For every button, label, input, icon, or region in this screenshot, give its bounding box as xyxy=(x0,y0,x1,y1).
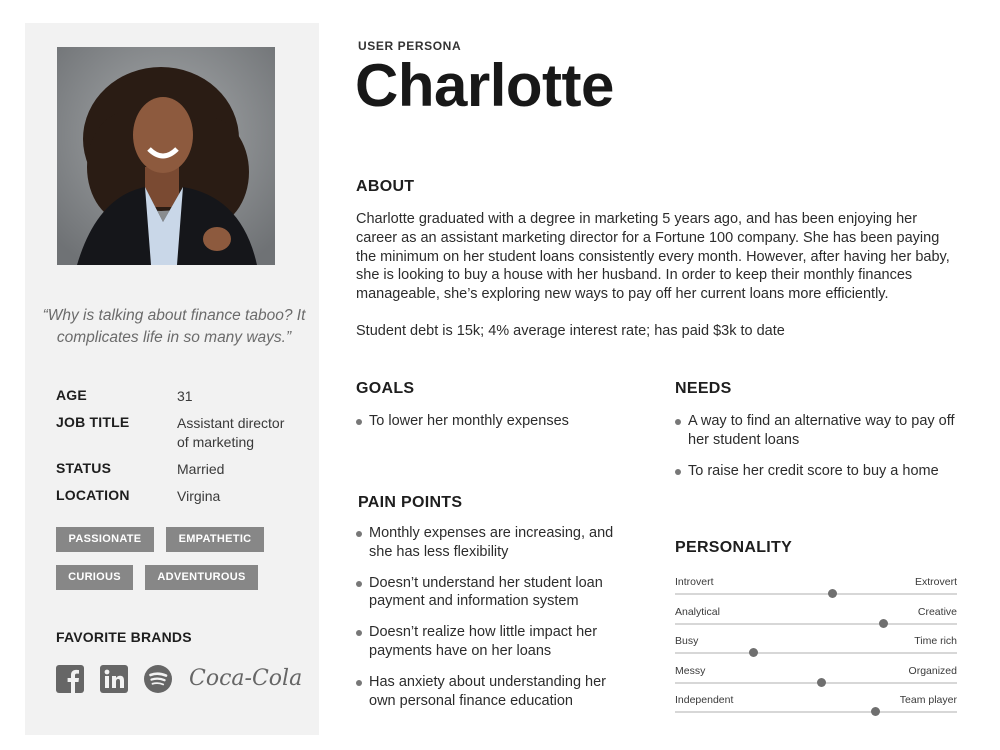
trait-right-label: Extrovert xyxy=(914,576,957,588)
trait-scale xyxy=(675,665,957,695)
fact-value: 31 xyxy=(177,388,193,404)
brands-title: FAVORITE BRANDS xyxy=(56,629,192,645)
trait-left-label: Independent xyxy=(675,694,734,706)
trait-scale xyxy=(675,694,957,724)
need-text: A way to find an alternative way to pay off her student loans xyxy=(688,413,955,448)
spotify-icon xyxy=(144,665,172,698)
trait-left-label: Analytical xyxy=(675,605,720,618)
profile-sidebar xyxy=(25,23,319,735)
tag-curious: CURIOUS xyxy=(56,565,133,590)
trait-track xyxy=(675,711,957,713)
facebook-icon xyxy=(56,665,84,698)
coca-cola-logo xyxy=(187,661,303,700)
personality-title: PERSONALITY xyxy=(675,539,793,556)
pain-point-text: Doesn’t realize how little impact her payments have on her loans xyxy=(369,624,598,659)
bullet-icon xyxy=(356,531,362,537)
trait-marker xyxy=(879,619,888,628)
pain-point-text: Has anxiety about understanding her own personal finance education xyxy=(369,673,606,709)
fact-status xyxy=(56,460,306,479)
trait-right-label: Team player xyxy=(899,694,957,706)
persona-name: Charlotte xyxy=(355,52,614,119)
list-item xyxy=(356,623,636,661)
trait-left-label: Introvert xyxy=(675,576,714,588)
pain-points-list xyxy=(356,524,636,710)
pain-points-title: PAIN POINTS xyxy=(358,494,463,511)
fact-label: STATUS xyxy=(56,460,112,476)
about-debt: Student debt is 15k; 4% average interest rate; has paid $3k to date xyxy=(356,323,785,339)
bullet-icon xyxy=(675,419,681,425)
list-item xyxy=(356,673,636,711)
facts-list xyxy=(56,387,306,514)
pain-point-text: Monthly expenses are increasing, and she has less flexibility xyxy=(369,525,614,560)
trait-marker xyxy=(828,589,837,598)
bullet-icon xyxy=(356,630,362,636)
trait-marker xyxy=(871,707,880,716)
list-item xyxy=(356,574,636,612)
fact-label: JOB TITLE xyxy=(56,414,130,430)
pain-point-text: Doesn’t understand her student loan payment and information system xyxy=(369,574,603,610)
fact-age xyxy=(56,387,306,406)
goals-list xyxy=(356,412,646,431)
trait-track xyxy=(675,682,957,684)
personality-scales xyxy=(675,576,957,724)
trait-left-label: Busy xyxy=(675,635,699,647)
persona-quote: “Why is talking about finance taboo? It complicates life in so many ways.” xyxy=(42,307,306,346)
persona-eyebrow: USER PERSONA xyxy=(358,39,462,53)
fact-location xyxy=(56,487,306,506)
goals-title: GOALS xyxy=(356,380,415,397)
need-text: To raise her credit score to buy a home xyxy=(688,462,939,479)
fact-value: Married xyxy=(177,461,225,477)
trait-track xyxy=(675,652,957,654)
fact-value: Virgina xyxy=(177,488,221,504)
about-title: ABOUT xyxy=(356,178,415,195)
list-item xyxy=(356,412,646,431)
trait-track xyxy=(675,623,957,625)
fact-label: LOCATION xyxy=(56,487,130,503)
list-item xyxy=(675,462,965,481)
bullet-icon xyxy=(675,469,681,475)
fact-label: AGE xyxy=(56,387,87,403)
trait-scale xyxy=(675,576,957,606)
linkedin-icon xyxy=(100,665,128,698)
needs-list xyxy=(675,412,965,480)
trait-right-label: Time rich xyxy=(914,635,957,647)
bullet-icon xyxy=(356,680,362,686)
trait-right-label: Organized xyxy=(908,664,957,677)
trait-scale xyxy=(675,635,957,665)
trait-marker xyxy=(817,678,826,687)
trait-left-label: Messy xyxy=(675,664,706,677)
tag-empathetic: EMPATHETIC xyxy=(166,527,264,552)
goal-text: To lower her monthly expenses xyxy=(369,413,569,429)
trait-right-label: Creative xyxy=(917,605,957,618)
trait-marker xyxy=(749,648,758,657)
about-paragraph: Charlotte graduated with a degree in marketing 5 years ago, and has been enjoying her career as an assistant marketing director for a Fortune 100 company. She has been paying the minimum on her student loans consistently every month. However, after having her baby, she is looking to buy a house with her husband. In order to keep their monthly finances manageable, she’s exploring new ways to pay off her current loans more efficiently. xyxy=(356,211,950,303)
bullet-icon xyxy=(356,419,362,425)
trait-scale xyxy=(675,606,957,636)
fact-value: Assistant director of marketing xyxy=(177,415,285,450)
fact-job-title xyxy=(56,414,306,452)
profile-photo xyxy=(57,47,275,265)
tag-passionate: PASSIONATE xyxy=(56,527,154,552)
bullet-icon xyxy=(356,581,362,587)
list-item xyxy=(675,412,965,450)
coca-cola-wordmark: Coca-Cola xyxy=(189,666,303,691)
needs-title: NEEDS xyxy=(675,380,732,397)
tag-adventurous: ADVENTUROUS xyxy=(145,565,258,590)
trait-track xyxy=(675,593,957,595)
list-item xyxy=(356,524,636,562)
